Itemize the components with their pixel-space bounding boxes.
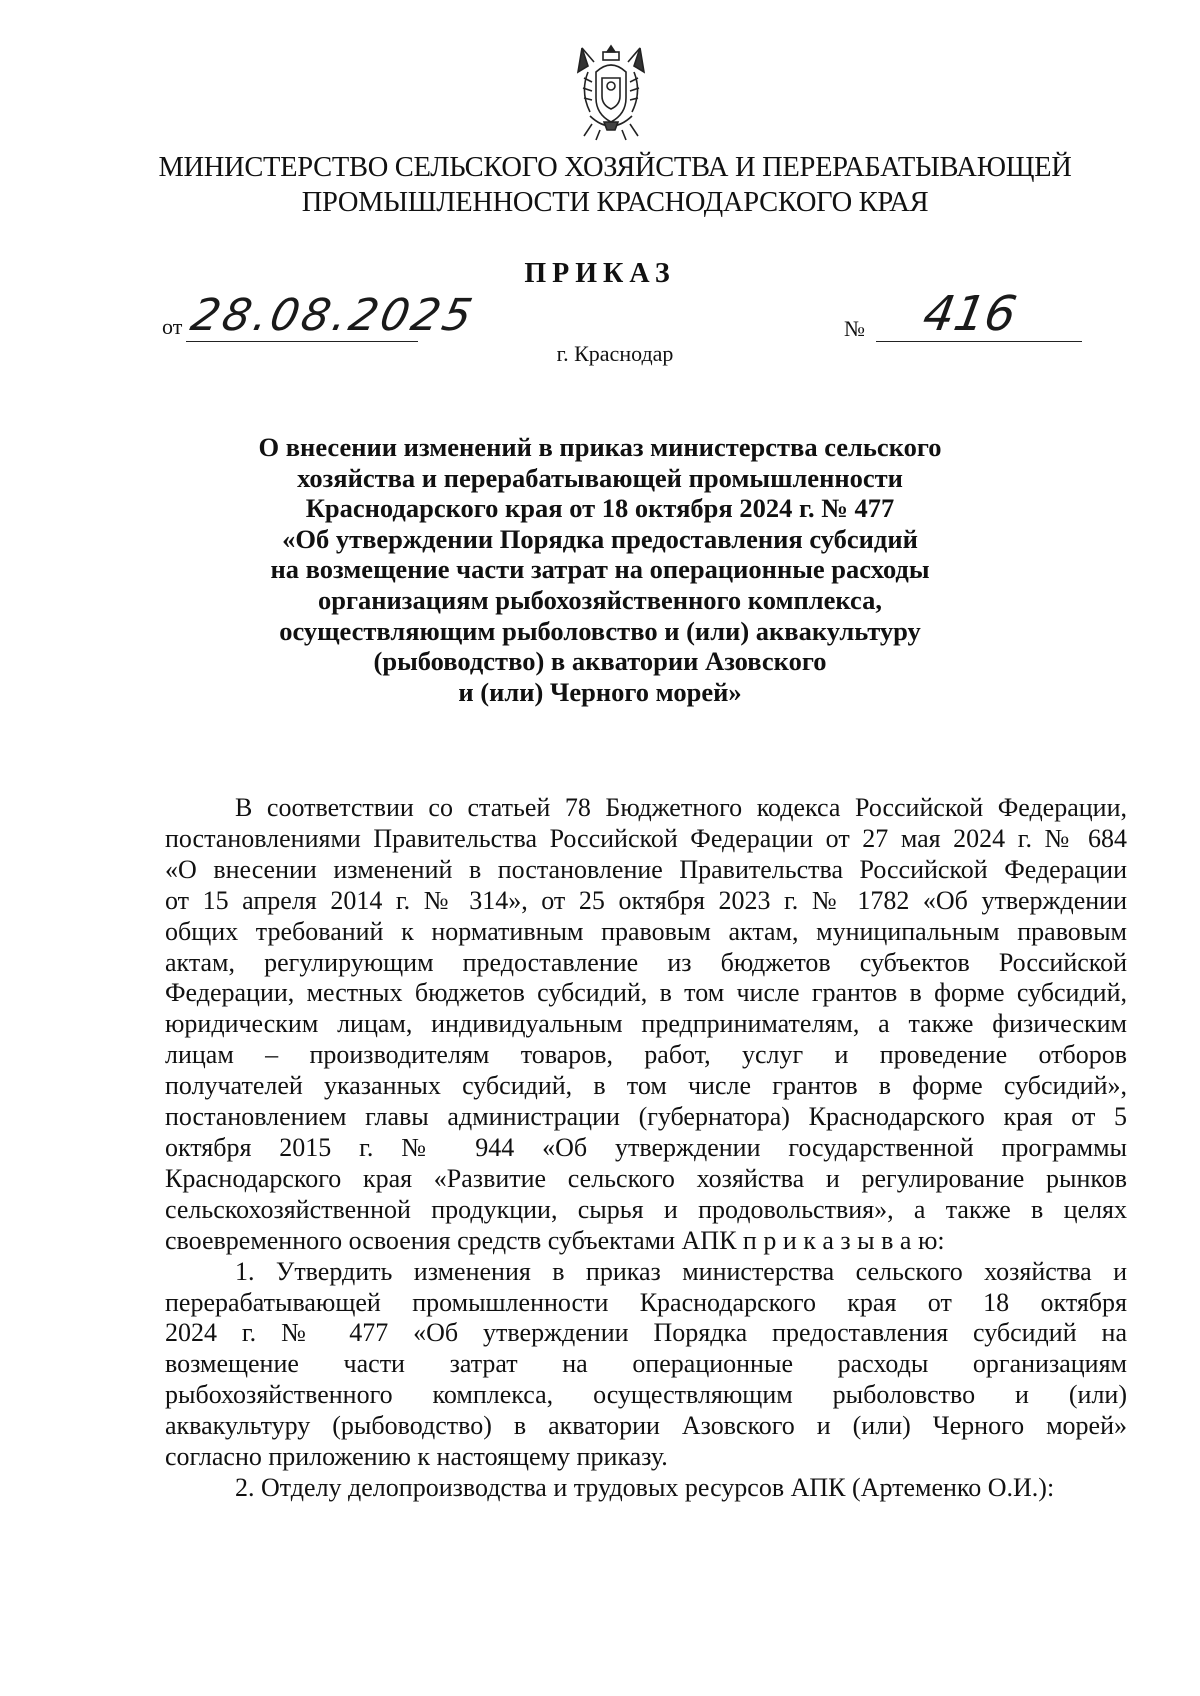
date-number-row xyxy=(162,288,1082,348)
handwritten-number: 416 xyxy=(919,286,1021,342)
body-line: актам, регулирующим предоставление из бюджетов субъектов Российской xyxy=(165,947,1127,977)
body-line: Федерации, местных бюджетов субсидий, в том числе грантов в форме субсидий, xyxy=(165,978,1127,1008)
body-line: 2. Отделу делопроизводства и трудовых ресурсов АПК (Артеменко О.И.): xyxy=(235,1472,1055,1502)
body-line: юридическим лицам, индивидуальным предпринимателям, а также физическим xyxy=(165,1009,1127,1039)
subject-line: (рыбоводство) в акватории Азовского xyxy=(373,646,827,677)
body-line: рыбохозяйственного комплекса, осуществляющим рыболовство и (или) xyxy=(165,1380,1127,1410)
body-line: возмещение части затрат на операционные расходы организациям xyxy=(165,1349,1127,1379)
body-line: лицам – производителям товаров, работ, услуг и проведение отборов xyxy=(165,1040,1127,1070)
body-line: постановлениями Правительства Российской Федерации от 27 мая 2024 г. № 684 xyxy=(165,823,1127,853)
body-line: 2024 г. № 477 «Об утверждении Порядка предоставления субсидий на xyxy=(165,1318,1127,1348)
subject-line: на возмещение части затрат на операционные расходы xyxy=(270,554,930,585)
body-line: Краснодарского края «Развитие сельского хозяйства и регулирование рынков xyxy=(165,1163,1127,1193)
ministry-line-1: МИНИСТЕРСТВО СЕЛЬСКОГО ХОЗЯЙСТВА И ПЕРЕРАБАТЫВАЮЩЕЙ xyxy=(158,152,1072,183)
ministry-name xyxy=(120,150,1110,220)
subject-line: О внесении изменений в приказ министерства сельского xyxy=(258,432,942,462)
subject-line: организациям рыбохозяйственного комплекса, xyxy=(318,584,882,615)
subject-line: и (или) Черного морей» xyxy=(458,676,742,707)
body-line: своевременного освоения средств субъектами АПК п р и к а з ы в а ю: xyxy=(165,1225,945,1255)
number-prefix: № xyxy=(844,316,865,341)
handwritten-date: 28.08.2025 xyxy=(186,290,480,341)
body-line: сельскохозяйственной продукции, сырья и продовольствия», а также в целях xyxy=(165,1194,1127,1224)
ministry-line-2: ПРОМЫШЛЕННОСТИ КРАСНОДАРСКОГО КРАЯ xyxy=(301,187,929,218)
city: г. Краснодар xyxy=(556,341,674,366)
order-subject xyxy=(160,432,1040,707)
subject-line: осуществляющим рыболовство и (или) аквакультуру xyxy=(279,615,921,646)
body-line: от 15 апреля 2014 г. № 314», от 25 октября 2023 г. № 1782 «Об утверждении xyxy=(165,885,1127,915)
body-line: «О внесении изменений в постановление Правительства Российской Федерации xyxy=(165,854,1127,884)
body-line: получателей указанных субсидий, в том числе грантов в форме субсидий», xyxy=(165,1071,1127,1101)
body-line: аквакультуру (рыбоводство) в акватории Азовского и (или) Черного морей» xyxy=(165,1411,1127,1441)
body-line: В соответствии со статьей 78 Бюджетного кодекса Российской Федерации, xyxy=(235,793,1127,822)
body-line: 1. Утвердить изменения в приказ министерства сельского хозяйства и xyxy=(235,1256,1127,1286)
subject-line: Краснодарского края от 18 октября 2024 г. № 477 xyxy=(305,493,895,524)
document-type: ПРИКАЗ xyxy=(524,258,676,289)
body-line: общих требований к нормативным правовым актам, муниципальным правовым xyxy=(165,916,1127,946)
body-line: перерабатывающей промышленности Краснодарского края от 18 октября xyxy=(165,1287,1127,1317)
subject-line: хозяйства и перерабатывающей промышленности xyxy=(297,462,903,493)
subject-line: «Об утверждении Порядка предоставления субсидий xyxy=(282,523,918,554)
body-line: октября 2015 г. № 944 «Об утверждении государственной программы xyxy=(165,1132,1127,1162)
coat-of-arms-icon xyxy=(570,42,652,142)
body-line: постановлением главы администрации (губернатора) Краснодарского края от 5 xyxy=(165,1102,1127,1132)
date-prefix: от xyxy=(162,314,183,339)
order-body xyxy=(165,793,1127,1504)
body-line: согласно приложению к настоящему приказу. xyxy=(165,1442,668,1472)
